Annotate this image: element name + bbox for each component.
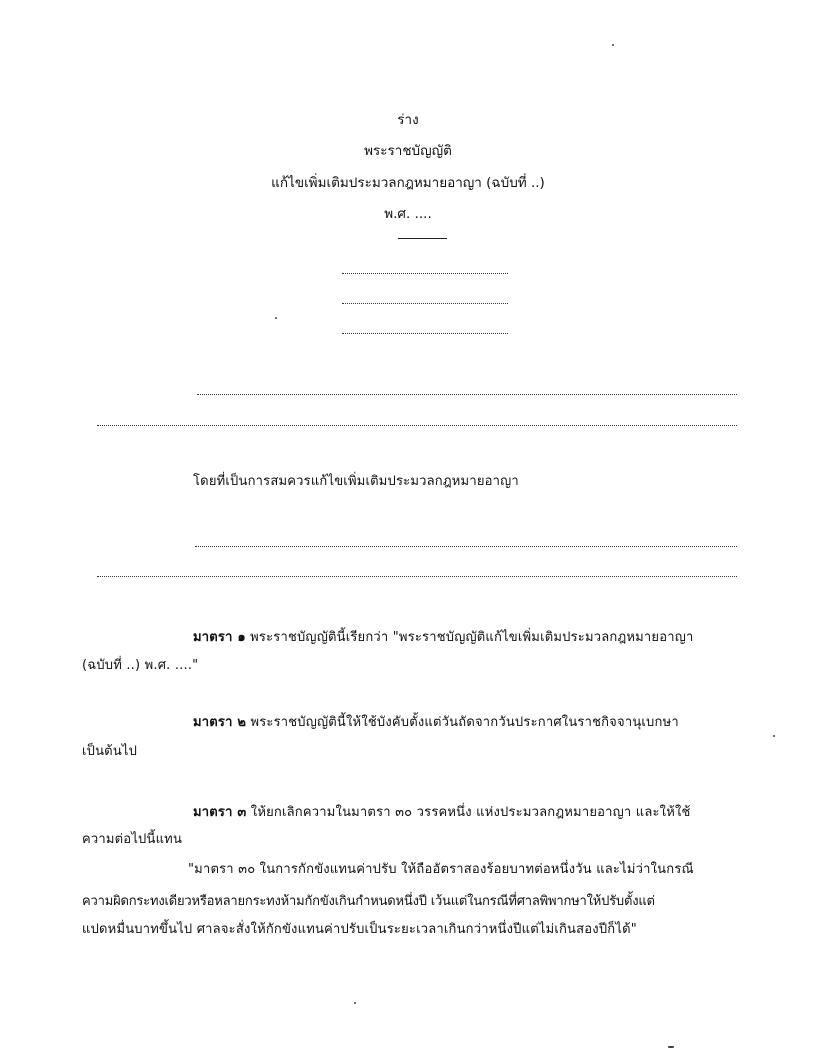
preamble-reason: โดยที่เป็นการสมควรแก้ไขเพิ่มเติมประมวลกฎหมายอาญา	[193, 474, 519, 489]
section-2-first-line	[193, 711, 679, 732]
amendment-line-3: แปดหมื่นบาทขึ้นไป ศาลจะสั่งให้กักขังแทนค่าปรับเป็นระยะเวลาเกินกว่าหนึ่งปีแต่ไม่เกินสองปีก็ได้"	[82, 922, 637, 937]
scan-speck	[773, 735, 775, 737]
section-1-label: มาตรา ๑	[193, 630, 246, 645]
scan-speck	[668, 1046, 674, 1048]
amendment-line-1: "มาตรา ๓๐ ในการกักขังแทนค่าปรับ ให้ถืออัตราสองร้อยบาทต่อหนึ่งวัน และไม่ว่าในกรณี	[188, 862, 694, 877]
act-label: พระราชบัญญัติ	[364, 143, 452, 159]
draft-label: ร่าง	[397, 112, 419, 128]
section-3-first-line	[193, 801, 691, 822]
preamble-blank-2	[97, 576, 737, 577]
section-3-text: ให้ยกเลิกความในมาตรา ๓๐ วรรคหนึ่ง แห่งประมวลกฎหมายอาญา และให้ใช้	[250, 805, 691, 820]
blank-line-3	[342, 333, 508, 334]
scan-speck	[354, 1002, 356, 1004]
scan-speck	[612, 44, 614, 46]
amendment-line-2: ความผิดกระทงเดียวหรือหลายกระทงห้ามกักขังเกินกำหนดหนึ่งปี เว้นแต่ในกรณีที่ศาลพิพากษาให้ปรับตั้งแต่	[82, 894, 655, 909]
year-label: พ.ศ. ....	[384, 206, 432, 222]
blank-line-1	[342, 273, 508, 274]
section-1-first-line	[193, 626, 694, 647]
section-3-label: มาตรา ๓	[193, 805, 247, 820]
preamble-blank-1	[195, 546, 737, 547]
section-1-text: พระราชบัญญัตินี้เรียกว่า "พระราชบัญญัติแก้ไขเพิ่มเติมประมวลกฎหมายอาญา	[250, 630, 694, 645]
title-underline	[398, 238, 447, 239]
enactment-blank-1	[197, 394, 737, 395]
enactment-blank-2	[97, 425, 737, 426]
section-1-continuation: (ฉบับที่ ..) พ.ศ. ...."	[82, 658, 199, 673]
section-2-continuation: เป็นต้นไป	[82, 744, 138, 759]
act-title: แก้ไขเพิ่มเติมประมวลกฎหมายอาญา (ฉบับที่ ..)	[271, 175, 545, 191]
section-2-text: พระราชบัญญัตินี้ให้ใช้บังคับตั้งแต่วันถัดจากวันประกาศในราชกิจจานุเบกษา	[250, 715, 679, 730]
section-2-label: มาตรา ๒	[193, 715, 247, 730]
section-3-continuation: ความต่อไปนี้แทน	[82, 832, 183, 847]
scan-speck	[275, 317, 277, 319]
blank-line-2	[342, 303, 508, 304]
